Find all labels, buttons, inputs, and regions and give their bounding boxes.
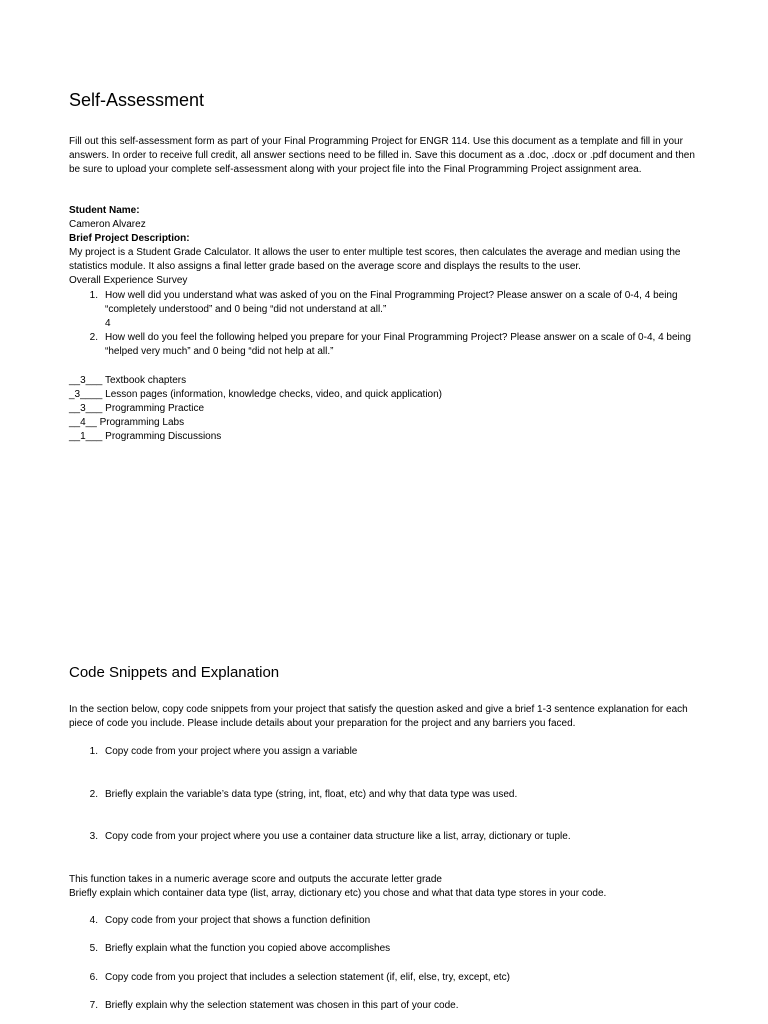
- rating-lesson-pages: _3____ Lesson pages (information, knowledge checks, video, and quick application): [69, 389, 443, 400]
- question-1-text: Copy code from your project where you assign a variable: [105, 746, 358, 757]
- survey-question-1-text: How well did you understand what was asked of you on the Final Programming Project? Please answer on a scale of 0-4, 4 being “completely understood” and 0 being “did not understand at all.”: [105, 290, 678, 315]
- question-5-text: Briefly explain what the function you copied above accomplishes: [105, 943, 391, 954]
- list-number: 7.: [89, 1000, 98, 1011]
- list-number: 4.: [89, 915, 98, 926]
- question-2-text: Briefly explain the variable’s data type (string, int, float, etc) and why that data type was used.: [105, 789, 518, 800]
- answer-text: This function takes in a numeric average score and outputs the accurate letter grade: [69, 874, 442, 885]
- student-name-label: Student Name:: [69, 205, 140, 216]
- intro-paragraph: [69, 135, 699, 177]
- rating-programming-practice: __3___ Programming Practice: [69, 403, 205, 414]
- list-number: 3.: [89, 831, 98, 842]
- survey-title: Overall Experience Survey: [69, 275, 188, 286]
- survey-question-2: [69, 331, 694, 359]
- page-title: Self-Assessment: [69, 90, 205, 110]
- question-6-text: Copy code from you project that includes a selection statement (if, elif, else, try, except, etc): [105, 972, 510, 983]
- answer-block: [69, 873, 699, 901]
- survey-list-item: [69, 331, 694, 359]
- list-number: 2.: [89, 332, 98, 343]
- survey-question-1-answer: 4: [105, 318, 111, 329]
- section2-intro: [69, 703, 699, 731]
- question-4: [69, 914, 699, 928]
- survey-list-item: [69, 289, 694, 317]
- list-number: 1.: [89, 746, 98, 757]
- project-description-text: My project is a Student Grade Calculator. It allows the user to enter multiple test scores, then calculates the average and median using the statistics module. It also assigns a final letter grade based on the average score and displays the results to the user.: [69, 247, 681, 272]
- student-name-value: Cameron Alvarez: [69, 219, 146, 230]
- list-number: 5.: [89, 943, 98, 954]
- question-4-text: Copy code from your project that shows a function definition: [105, 915, 371, 926]
- survey-question-2-text: How well do you feel the following helped you prepare for your Final Programming Project? Please answer on a scale of 0-4, 4 being “helped very much” and 0 being “did not help at all.”: [105, 332, 691, 357]
- question-1: [69, 745, 699, 759]
- ratings-list: [69, 374, 442, 444]
- question-2: [69, 788, 699, 802]
- list-number: 2.: [89, 789, 98, 800]
- question-6: [69, 971, 699, 985]
- student-info: [69, 204, 699, 288]
- survey-question-1: [69, 289, 694, 331]
- project-description-label: Brief Project Description:: [69, 233, 190, 244]
- intro-text: Fill out this self-assessment form as part of your Final Programming Project for ENGR 114. Use this document as a template and fill in your answers. In order to receive full credit, all answer sections need to be filled in. Save this document as a .doc, .docx or .pdf document and then be sure to upload your complete self-assessment along with your project file into the Final Programming Project assignment area.: [69, 136, 695, 175]
- list-number: 6.: [89, 972, 98, 983]
- question-7: [69, 999, 699, 1013]
- rating-textbook: __3___ Textbook chapters: [69, 375, 187, 386]
- question-3: [69, 830, 699, 844]
- question-3-text: Copy code from your project where you use a container data structure like a list, array, dictionary or tuple.: [105, 831, 571, 842]
- question-7-text: Briefly explain why the selection statement was chosen in this part of your code.: [105, 1000, 459, 1011]
- list-number: 1.: [89, 290, 98, 301]
- container-prompt-text: Briefly explain which container data type (list, array, dictionary etc) you chose and what that data type stores in your code.: [69, 888, 607, 899]
- rating-programming-labs: __4__ Programming Labs: [69, 417, 185, 428]
- rating-programming-discussions: __1___ Programming Discussions: [69, 431, 222, 442]
- section2-intro-text: In the section below, copy code snippets from your project that satisfy the question asked and give a brief 1-3 sentence explanation for each piece of code you include. Please include details about your preparation for the project and any barriers you faced.: [69, 704, 688, 729]
- question-5: [69, 942, 699, 956]
- section-title-code-snippets: Code Snippets and Explanation: [69, 664, 280, 681]
